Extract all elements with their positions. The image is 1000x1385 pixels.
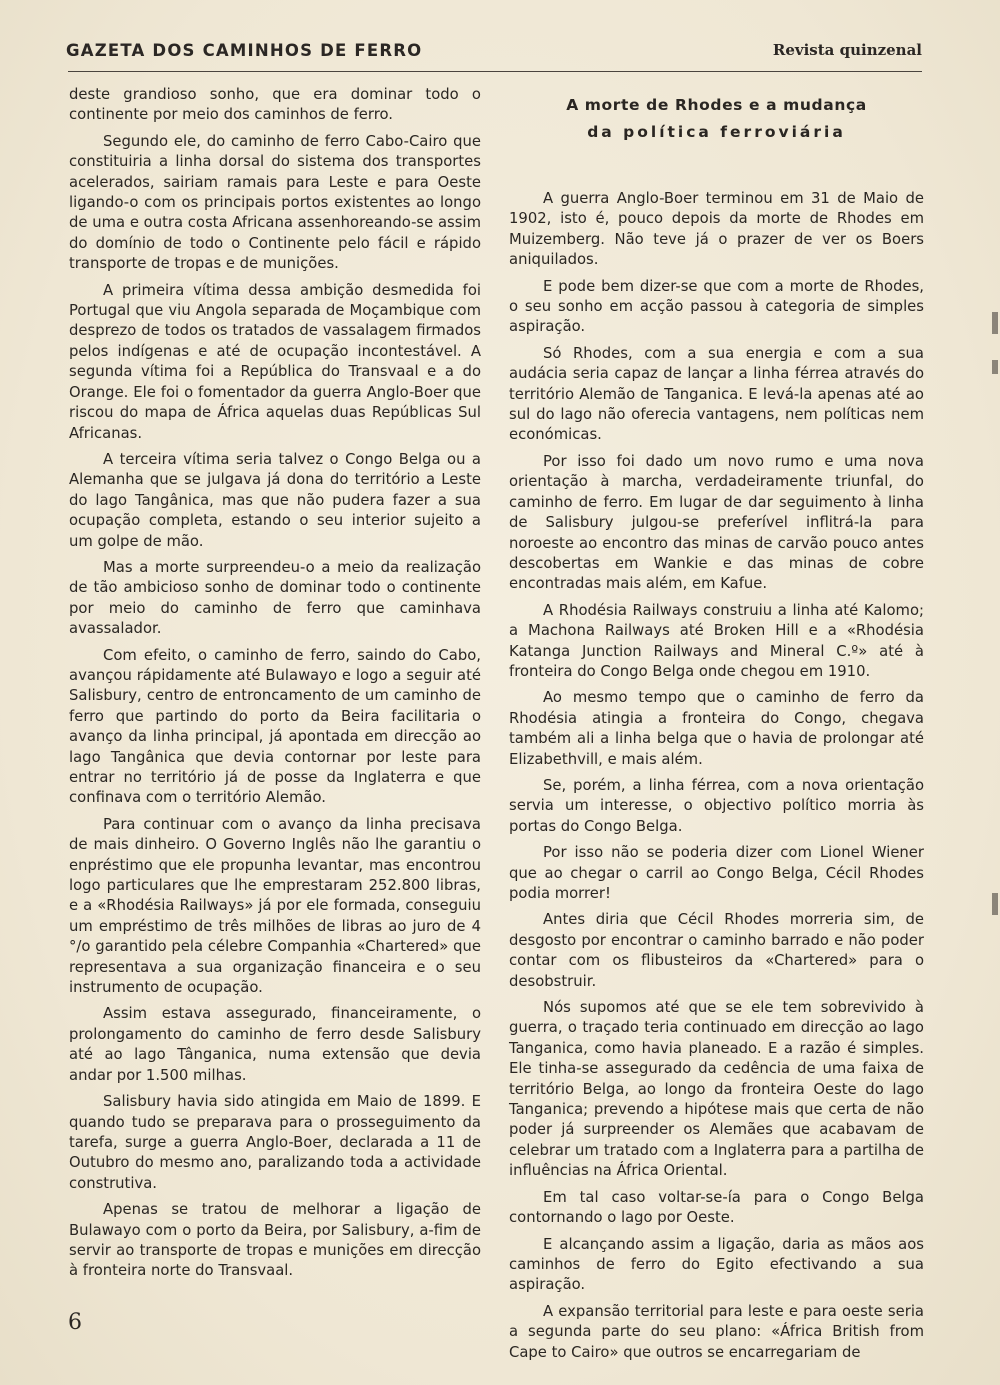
paragraph: A Rhodésia Railways construiu a linha até Kalomo; a Machona Railways até Broken Hill e a «Rhodésia Katanga Junction Railways and Mineral C.º» até à fronteira do Congo Belga onde chegou em 1910. [509, 601, 924, 680]
binding-mark [992, 893, 998, 915]
paragraph: Para continuar com o avanço da linha precisava de mais dinheiro. O Governo Inglês não lhe garantiu o enpréstimo que ele propunha levantar, mas encontrou logo particulares que lhe emprestaram 252.800 libras, e a «Rhodésia Railways» já por ele formada, conseguiu um empréstimo de três milhões de libras ao juro de 4 °/o garantido pela célebre Companhia «Chartered» que representava a sua organização financeira e o seu instrumento de ocupação. [69, 815, 481, 997]
paragraph: Antes diria que Cécil Rhodes morreria sim, de desgosto por encontrar o caminho barrado e não poder contar com os flibusteiros da «Chartered» para o desobstruir. [509, 911, 924, 990]
paragraph: Apenas se tratou de melhorar a ligação de Bulawayo com o porto da Beira, por Salisbury, a-fim de servir ao transporte de tropas e munições em direcção à fronteira norte do Transvaal. [69, 1201, 481, 1280]
header-rule [68, 71, 922, 72]
paragraph: Se, porém, a linha férrea, com a nova orientação servia um interesse, o objectivo político morria às portas do Congo Belga. [509, 776, 924, 835]
paragraph: A terceira vítima seria talvez o Congo Belga ou a Alemanha que se julgava já dona do território a Leste do lago Tangânica, mas que não pudera fazer a sua ocupação completa, estando o seu interior sujeito a um golpe de mão. [69, 450, 481, 550]
paragraph: Por isso foi dado um novo rumo e uma nova orientação à marcha, verdadeiramente triunfal, do caminho de ferro. Em lugar de dar seguimento à linha de Salisbury julgou-se preferível inflitrá-la para noroeste ao encontro das minas de carvão pouco antes descobertas em Wankie e das minas de cobre encontradas mais além, em Kafue. [509, 452, 924, 593]
paragraph: Assim estava assegurado, financeiramente, o prolongamento do caminho de ferro desde Salisbury até ao lago Tânganica, numa extensão que devia andar por 1.500 milhas. [69, 1005, 481, 1084]
publication-title: GAZETA DOS CAMINHOS DE FERRO [66, 41, 423, 60]
paragraph: Nós supomos até que se ele tem sobrevivido à guerra, o traçado teria continuado em direcção ao lago Tanganica, como havia planeado. E a razão é simples. Ele tinha-se assegurado da cedência de uma faixa de território Belga, ao longo da fronteira Oeste do lago Tanganica; prevendo a hipótese mais que certa de não poder já surpreender os Alemães que acabavam de celebrar um tratado com a Inglaterra para a partilha de influências na África Oriental. [509, 999, 924, 1180]
paragraph: A primeira vítima dessa ambição desmedida foi Portugal que viu Angola separada de Moçambique com desprezo de todos os tratados de vassalagem firmados pelos indígenas e até de ocupação incontestável. A segunda vítima foi a República do Transvaal e a do Orange. Ele foi o fomentador da guerra Anglo-Boer que riscou do mapa de África aquelas duas Repúblicas Sul Africanas. [69, 281, 481, 442]
paragraph: Segundo ele, do caminho de ferro Cabo-Cairo que constituiria a linha dorsal do sistema dos transportes acelerados, sairiam ramais para Leste e para Oeste ligando-o com os principais portos existentes ao longo de uma e outra costa Africana assenhoreando-se assim do domínio de todo o Continente pelo fácil e rápido transporte de tropas e de munições. [69, 132, 481, 273]
paragraph: Em tal caso voltar-se-ía para o Congo Belga contornando o lago por Oeste. [509, 1188, 924, 1227]
article-title [509, 92, 924, 146]
paragraph: E pode bem dizer-se que com a morte de Rhodes, o seu sonho em acção passou à categoria de simples aspiração. [509, 277, 924, 336]
left-column [69, 85, 481, 1282]
paragraph: A expansão territorial para leste e para oeste seria a segunda parte do seu plano: «África British from Cape to Cairo» que outros se encarregariam de [509, 1302, 924, 1361]
paragraph: E alcançando assim a ligação, daria as mãos aos caminhos de ferro do Egito efectivando a sua aspiração. [509, 1235, 924, 1294]
paragraph: Ao mesmo tempo que o caminho de ferro da Rhodésia atingia a fronteira do Congo, chegava também ali a linha belga que o havia de prolongar até Elizabethvill, e mais além. [509, 689, 924, 768]
paragraph: Mas a morte surpreendeu-o a meio da realização de tão ambicioso sonho de dominar todo o continente por meio do caminho de ferro que caminhava avassalador. [69, 558, 481, 638]
page-number: 6 [68, 1310, 82, 1335]
running-header [66, 41, 922, 65]
publication-subtitle: Revista quinzenal [772, 41, 922, 59]
paragraph: Com efeito, o caminho de ferro, saindo do Cabo, avançou rápidamente até Bulawayo e logo a seguir até Salisbury, centro de entroncamento de um caminho de ferro que partindo do porto da Beira facilitaria o avanço da linha principal, já apontada em direcção ao lago Tangânica que devia contornar por leste para entrar no território já de posse da Inglaterra e que confinava com o território Alemão. [69, 646, 481, 807]
paragraph: deste grandioso sonho, que era dominar todo o continente por meio dos caminhos de ferro. [69, 86, 481, 124]
article-title-line: da política ferroviária [587, 123, 846, 141]
paragraph: Só Rhodes, com a sua energia e com a sua audácia seria capaz de lançar a linha férrea através do território Alemão de Tanganica. E levá-la apenas até ao sul do lago não oferecia vantagens, nem políticas nem económicas. [509, 344, 924, 444]
paragraph: Por isso não se poderia dizer com Lionel Wiener que ao chegar o carril ao Congo Belga, Cécil Rhodes podia morrer! [509, 844, 924, 902]
paragraph: Salisbury havia sido atingida em Maio de 1899. E quando tudo se preparava para o prosseguimento da tarefa, surge a guerra Anglo-Boer, declarada a 11 de Outubro do mesmo ano, paralizando toda a actividade construtiva. [69, 1093, 481, 1192]
binding-mark [992, 360, 998, 374]
paragraph: A guerra Anglo-Boer terminou em 31 de Maio de 1902, isto é, pouco depois da morte de Rhodes em Muizemberg. Não teve já o prazer de ver os Boers aniquilados. [509, 190, 924, 269]
article-title-line: A morte de Rhodes e a mudança [566, 96, 867, 114]
right-column [509, 92, 924, 1363]
binding-mark [992, 312, 998, 334]
